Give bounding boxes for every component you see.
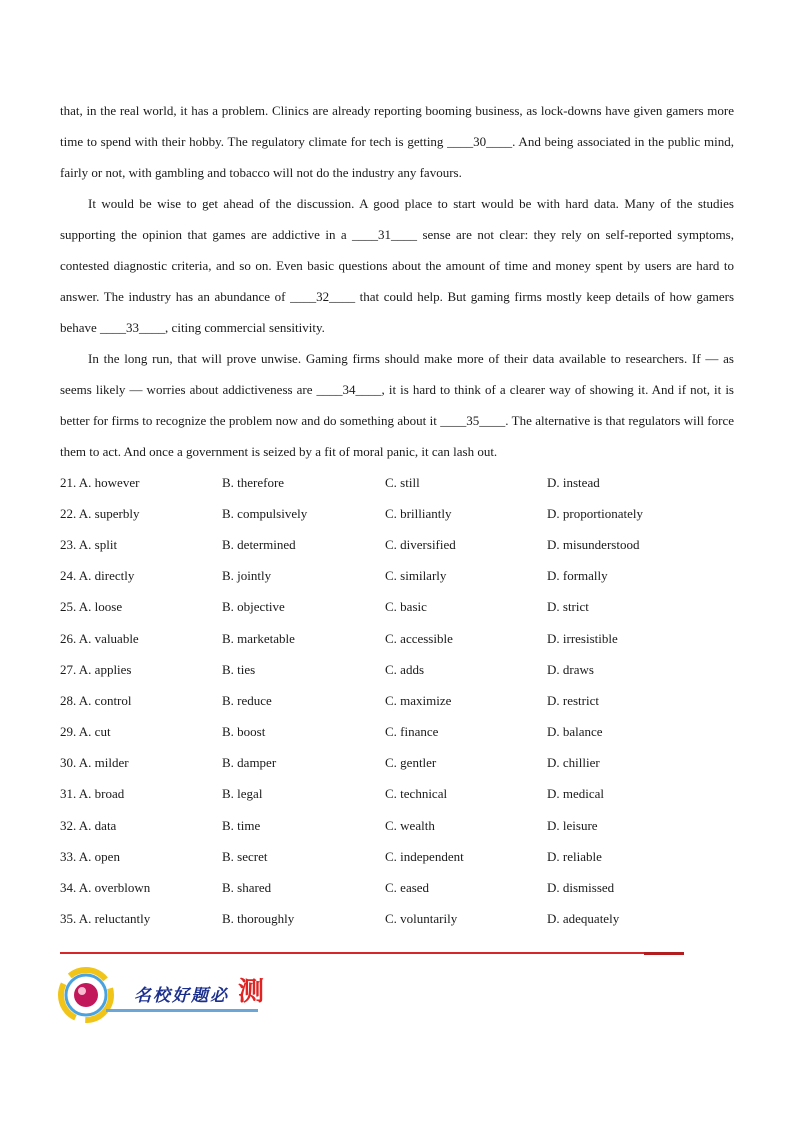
option-d: D. leisure — [547, 817, 598, 833]
options-row — [60, 810, 734, 841]
option-b: B. damper — [222, 755, 277, 771]
option-b: B. shared — [222, 880, 272, 896]
option-b: B. jointly — [222, 568, 272, 584]
option-d: D. instead — [547, 474, 600, 490]
option-a: 23. A. split — [60, 536, 118, 552]
option-d: D. formally — [547, 568, 608, 584]
option-a: 34. A. overblown — [60, 880, 151, 896]
exam-page — [60, 95, 734, 935]
logo-underline — [106, 1009, 258, 1012]
option-d: D. chillier — [547, 755, 600, 771]
option-a: 29. A. cut — [60, 724, 111, 740]
logo-emblem-icon — [58, 965, 118, 1025]
options-row — [60, 904, 734, 935]
option-a: 30. A. milder — [60, 755, 129, 771]
option-d: D. balance — [547, 724, 603, 740]
option-d: D. proportionately — [547, 505, 644, 521]
passage-paragraph-3: In the long run, that will prove unwise. Gaming firms should make more of their data available to researchers. If — as seems likely — worries about addictiveness are ____34____, it is hard to think of a clearer way of showing it. And if not, it is better for firms to recognize the problem now and do something about it ____35____. The alternative is that regulators will force them to act. And once a government is seized by a fit of moral panic, it can lash out. — [60, 351, 734, 459]
option-b: B. legal — [222, 786, 263, 802]
option-a: 33. A. open — [60, 848, 120, 864]
options-row — [60, 841, 734, 872]
option-c: C. gentler — [385, 755, 437, 771]
option-d: D. medical — [547, 786, 605, 802]
option-c: C. brilliantly — [385, 505, 452, 521]
option-d: D. draws — [547, 661, 594, 677]
option-a: 28. A. control — [60, 692, 132, 708]
option-d: D. reliable — [547, 848, 602, 864]
option-c: C. technical — [385, 786, 448, 802]
options-row — [60, 654, 734, 685]
option-c: C. still — [385, 474, 420, 490]
footer-divider-accent — [644, 952, 684, 955]
option-b: B. time — [222, 817, 261, 833]
option-c: C. maximize — [385, 692, 452, 708]
option-b: B. boost — [222, 724, 266, 740]
option-c: C. accessible — [385, 630, 453, 646]
options-row — [60, 685, 734, 716]
option-a: 26. A. valuable — [60, 630, 139, 646]
option-b: B. reduce — [222, 692, 272, 708]
option-c: C. eased — [385, 880, 430, 896]
option-d: D. dismissed — [547, 880, 615, 896]
option-b: B. thoroughly — [222, 911, 295, 927]
option-a: 22. A. superbly — [60, 505, 140, 521]
options-row — [60, 529, 734, 560]
option-a: 25. A. loose — [60, 599, 123, 615]
option-a: 27. A. applies — [60, 661, 132, 677]
option-d: D. adequately — [547, 911, 620, 927]
passage-paragraph-1: that, in the real world, it has a problem. Clinics are already reporting booming business, as lock-downs have given gamers more time to spend with their hobby. The regulatory climate for tech is getting ____30____. And being associated in the public mind, fairly or not, with gambling and tobacco will not do the industry any favours. — [60, 103, 734, 180]
option-b: B. objective — [222, 599, 285, 615]
option-b: B. compulsively — [222, 505, 308, 521]
footer-divider — [60, 952, 684, 954]
option-b: B. marketable — [222, 630, 295, 646]
options-row — [60, 872, 734, 903]
options-row — [60, 498, 734, 529]
logo-mark: 测 — [238, 977, 265, 1007]
option-a: 24. A. directly — [60, 568, 135, 584]
option-c: C. basic — [385, 599, 427, 615]
option-c: C. similarly — [385, 568, 447, 584]
options-row — [60, 779, 734, 810]
options-row — [60, 561, 734, 592]
brand-logo — [58, 965, 278, 1025]
options-row — [60, 717, 734, 748]
option-b: B. therefore — [222, 474, 285, 490]
logo-text: 名校好题必 — [134, 986, 229, 1006]
option-d: D. misunderstood — [547, 536, 640, 552]
option-a: 35. A. reluctantly — [60, 911, 151, 927]
options-row — [60, 592, 734, 623]
passage-paragraph-2: It would be wise to get ahead of the discussion. A good place to start would be with hard data. Many of the studies supporting the opinion that games are addictive in a ____31____ sense are not clear: they rely on self-reported symptoms, contested diagnostic criteria, and so on. Even basic questions about the amount of time and money spent by users are hard to answer. The industry has an abundance of ____32____ that could help. But gaming firms mostly keep details of how gamers behave ____33____, citing commercial sensitivity. — [60, 196, 734, 335]
options-row — [60, 748, 734, 779]
option-c: C. finance — [385, 724, 439, 740]
option-b: B. ties — [222, 661, 256, 677]
options-row — [60, 467, 734, 498]
option-b: B. secret — [222, 848, 268, 864]
option-c: C. adds — [385, 661, 424, 677]
options-list — [60, 467, 734, 935]
option-b: B. determined — [222, 536, 296, 552]
option-d: D. irresistible — [547, 630, 618, 646]
option-c: C. independent — [385, 848, 464, 864]
option-a: 21. A. however — [60, 474, 140, 490]
option-c: C. diversified — [385, 536, 456, 552]
option-a: 32. A. data — [60, 817, 117, 833]
option-a: 31. A. broad — [60, 786, 125, 802]
option-c: C. wealth — [385, 817, 435, 833]
option-c: C. voluntarily — [385, 911, 458, 927]
options-row — [60, 623, 734, 654]
option-d: D. strict — [547, 599, 589, 615]
option-d: D. restrict — [547, 692, 599, 708]
